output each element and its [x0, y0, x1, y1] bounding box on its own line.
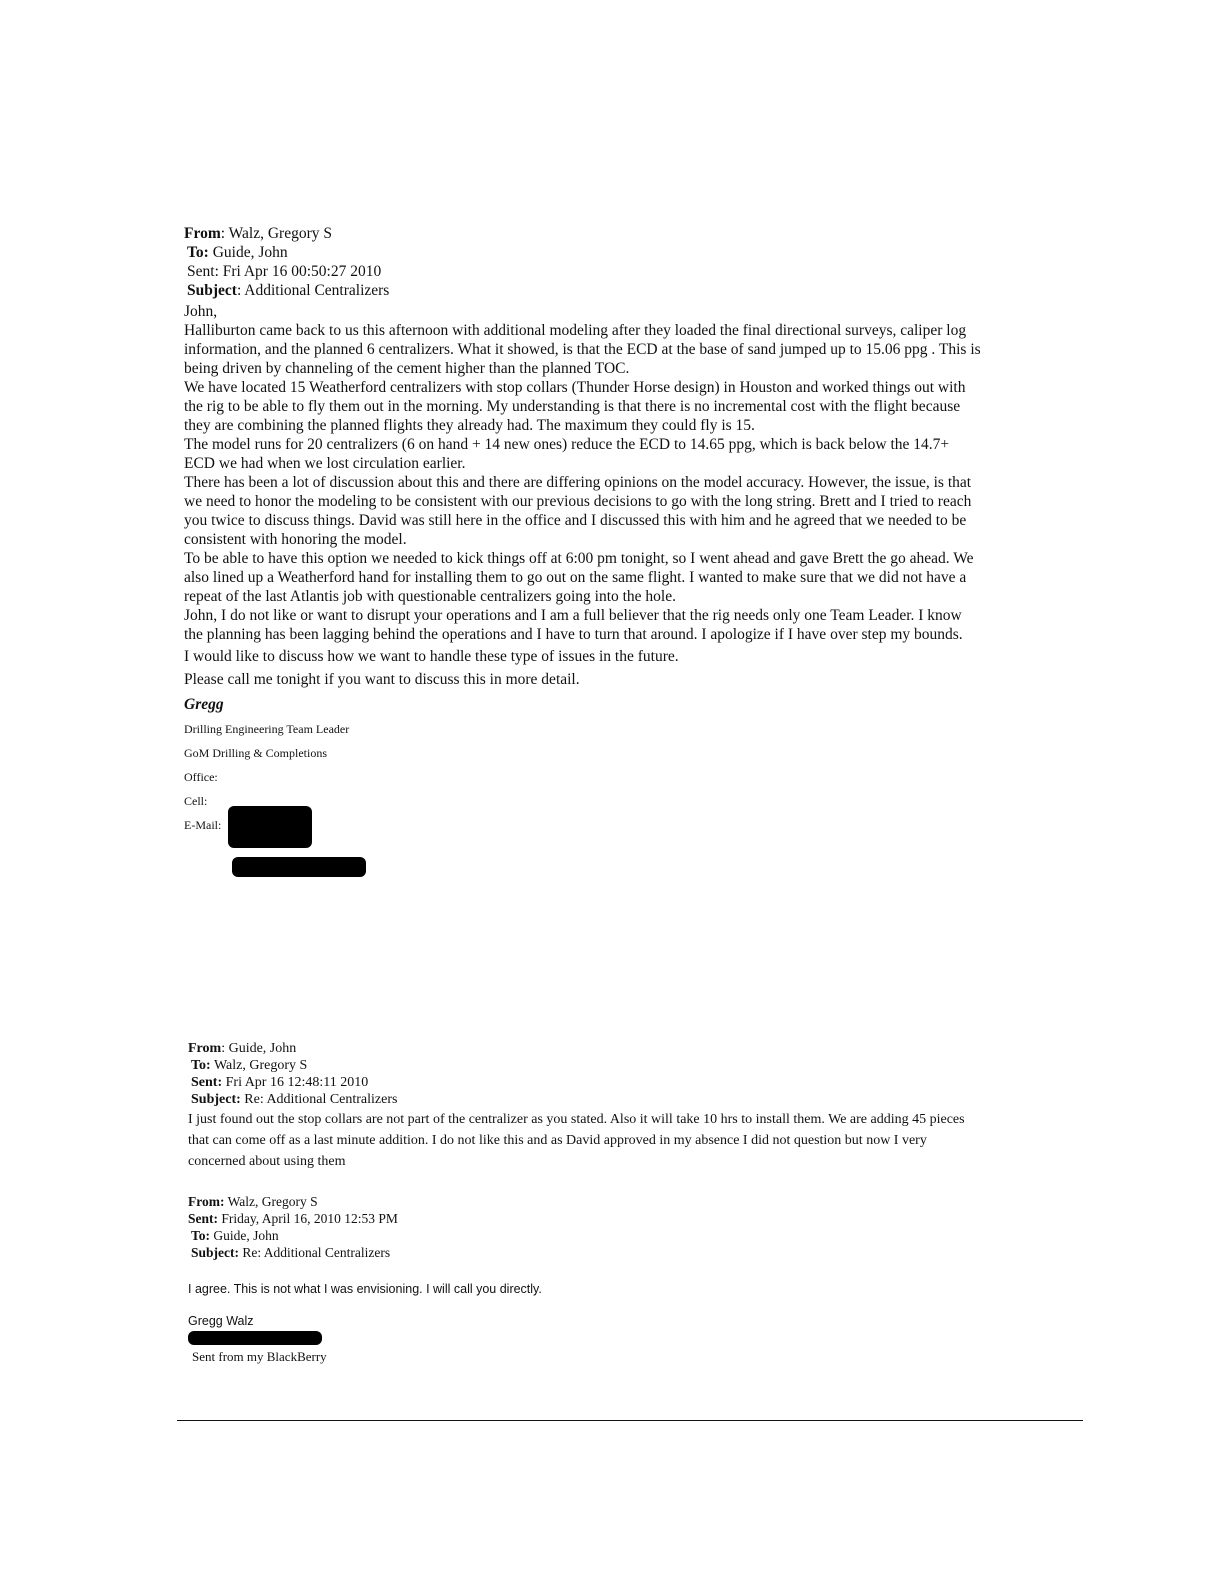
body-paragraph: The model runs for 20 centralizers (6 on hand + 14 new ones) reduce the ECD to 14.65 ppg, which is back below the 14.7+ ECD we had when we lost circulation earlier.: [184, 436, 950, 472]
signature-name: Gregg: [184, 696, 224, 713]
sent-value: Fri Apr 16 12:48:11 2010: [225, 1075, 369, 1090]
email-3-body: I agree. This is not what I was envisioning. I will call you directly.: [188, 1282, 542, 1296]
email-3: [188, 1193, 978, 1365]
redaction-signature: [188, 1331, 322, 1345]
subject-label: Subject: [187, 282, 237, 299]
subject-value: Additional Centralizers: [244, 282, 390, 299]
from-line: From: Guide, John: [188, 1041, 297, 1056]
subject-line: Subject: Additional Centralizers: [187, 282, 390, 299]
cell-label: Cell:: [184, 794, 208, 808]
signature-dept: GoM Drilling & Completions: [184, 746, 328, 760]
body-paragraph: I would like to discuss how we want to handle these type of issues in the future.: [184, 648, 679, 665]
to-value: Guide, John: [213, 1228, 279, 1243]
signature-block: [184, 695, 984, 837]
from-label: From: [188, 1041, 222, 1056]
body-paragraph: We have located 15 Weatherford centralizers with stop collars (Thunder Horse design) in Houston and worked things out with the rig to be able to fly them out in the morning. My understanding is that there is no incremental cost with the flight because they are combining the planned flights they already had. The maximum they could fly is 15.: [184, 379, 966, 434]
sent-from-line: Sent from my BlackBerry: [192, 1349, 327, 1364]
sent-value: Friday, April 16, 2010 12:53 PM: [221, 1211, 398, 1226]
subject-line: [188, 1244, 978, 1261]
email-1-header: [184, 224, 984, 300]
body-paragraph: There has been a lot of discussion about this and there are differing opinions on the model accuracy. However, the issue, is that we need to honor the modeling to be consistent with our previous decisions to go with the long string. Brett and I tried to reach you twice to discuss things. David was still here in the office and I discussed this with him and he agreed that we needed to be consistent with honoring the model.: [184, 474, 972, 548]
office-label: Office:: [184, 770, 218, 784]
from-value: Walz, Gregory S: [227, 1194, 318, 1209]
body-paragraph: To be able to have this option we needed to kick things off at 6:00 pm tonight, so I went ahead and gave Brett the go ahead. We also lined up a Weatherford hand for installing them to go out on the same flight. I wanted to make sure that we did not have a repeat of the last Atlantis job with questionable centralizers going into the hole.: [184, 550, 974, 605]
to-line: [184, 243, 984, 262]
email-2-header: [188, 1040, 978, 1108]
to-label: To:: [191, 1228, 211, 1243]
subject-label: Subject:: [191, 1245, 239, 1260]
from-line: [188, 1193, 978, 1210]
to-value: Guide, John: [212, 244, 288, 261]
to-value: Walz, Gregory S: [213, 1058, 308, 1073]
to-line: [188, 1057, 978, 1074]
sent-label: Sent:: [188, 1211, 218, 1226]
sent-line: [188, 1074, 978, 1091]
from-line: From: Walz, Gregory S: [184, 225, 332, 242]
from-value: Guide, John: [228, 1041, 297, 1056]
email-1: [184, 224, 984, 837]
subject-line: [188, 1091, 978, 1108]
to-label: To:: [191, 1058, 211, 1073]
sent-label: Sent: [187, 263, 215, 280]
redaction-email: [232, 857, 366, 877]
body-paragraph: John, I do not like or want to disrupt your operations and I am a full believer that the rig needs only one Team Leader. I know the planning has been lagging behind the operations and I have to turn that around. I apologize if I have over step my bounds.: [184, 607, 963, 643]
email-label: E-Mail:: [184, 818, 222, 832]
subject-value: Re: Additional Centralizers: [242, 1245, 391, 1260]
email-3-signature-name: Gregg Walz: [188, 1314, 254, 1328]
sent-value: Fri Apr 16 00:50:27 2010: [222, 263, 382, 280]
sent-line: [188, 1210, 978, 1227]
body-paragraph: Please call me tonight if you want to discuss this in more detail.: [184, 671, 580, 688]
email-2-body: I just found out the stop collars are not part of the centralizer as you stated. Also it will take 10 hrs to install them. We are adding 45 pieces that can come off as a last minute addition. I do not like this and as David approved in my absence I did not question but now I very concerned about using them: [188, 1112, 965, 1169]
sent-label: Sent:: [191, 1075, 223, 1090]
greeting: John,: [184, 303, 218, 320]
office-line: [184, 765, 984, 789]
sent-line: Sent: Fri Apr 16 00:50:27 2010: [187, 263, 382, 280]
divider-line: [177, 1420, 1083, 1421]
from-label: From:: [188, 1194, 225, 1209]
email-1-body: [184, 302, 984, 689]
body-paragraph: Halliburton came back to us this afternoon with additional modeling after they loaded the final directional surveys, caliper log information, and the planned 6 centralizers. What it showed, is that the ECD at the base of sand jumped up to 15.06 ppg . This is being driven by channeling of the cement higher than the planned TOC.: [184, 322, 981, 377]
from-value: Walz, Gregory S: [228, 225, 332, 242]
redaction-phone: [228, 806, 312, 848]
email-2: [188, 1040, 978, 1172]
email-3-header: [188, 1193, 978, 1261]
from-label: From: [184, 225, 221, 242]
to-label: To:: [187, 244, 209, 261]
subject-label: Subject:: [191, 1092, 241, 1107]
signature-title: Drilling Engineering Team Leader: [184, 722, 350, 736]
to-line: [188, 1227, 978, 1244]
subject-value: Re: Additional Centralizers: [244, 1092, 398, 1107]
